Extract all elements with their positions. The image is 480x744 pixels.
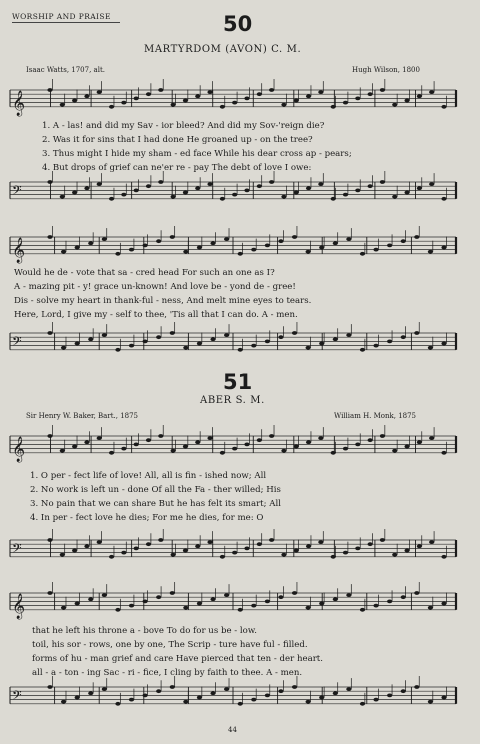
verse-line: Dis - solve my heart in thank-ful - ness, And melt mine eyes to tears. — [14, 296, 312, 306]
verse-line: 1. A - las! and did my Sav - ior bleed? And did my Sov-'reign die? — [42, 121, 325, 131]
words-credit-50: Isaac Watts, 1707, alt. — [26, 66, 105, 74]
section-title-rule — [12, 22, 120, 23]
page-number: 44 — [228, 726, 237, 734]
staff-bass-50-1 — [10, 171, 456, 201]
staff-treble-51-2 — [10, 582, 456, 619]
svg-text:𝄞: 𝄞 — [12, 90, 26, 116]
staff-bass-51-2 — [10, 676, 456, 706]
staff-treble-51-1 — [10, 425, 456, 462]
hymn-number-50: 50 — [223, 12, 253, 36]
verse-line: 1. O per - fect life of love! All, all is fin - ished now; All — [30, 471, 267, 481]
svg-text:𝄢: 𝄢 — [12, 687, 22, 706]
verse-line: forms of hu - man grief and care Have pierced that ten - der heart. — [32, 654, 323, 664]
verse-line: 3. No pain that we can share But he has felt its smart; All — [30, 499, 281, 509]
verse-line: 3. Thus might I hide my sham - ed face While his dear cross ap - pears; — [42, 149, 352, 159]
tune-title-50: MARTYRDOM (AVON) C. M. — [144, 44, 302, 55]
verse-line: 4. In per - fect love he dies; For me he dies, for me: O — [30, 513, 264, 523]
svg-text:𝄞: 𝄞 — [12, 237, 26, 263]
verse-line: that he left his throne a - bove To do for us be - low. — [32, 626, 257, 636]
verse-line: 2. Was it for sins that I had done He groaned up - on the tree? — [42, 135, 313, 145]
words-credit-51: Sir Henry W. Baker, Bart., 1875 — [26, 412, 139, 420]
svg-text:𝄞: 𝄞 — [12, 436, 26, 462]
svg-text:𝄢: 𝄢 — [12, 540, 22, 559]
staff-bass-50-2 — [10, 322, 456, 352]
verse-line: all - a - ton - ing Sac - ri - fice, I cling by faith to thee. A - men. — [32, 668, 303, 678]
verse-line: Here, Lord, I give my - self to thee, 'Tis all that I can do. A - men. — [14, 310, 298, 320]
verse-line: 4. But drops of grief can ne'er re - pay The debt of love I owe: — [42, 163, 312, 173]
music-credit-50: Hugh Wilson, 1800 — [352, 66, 420, 74]
svg-text:𝄞: 𝄞 — [12, 593, 26, 619]
section-title: WORSHIP AND PRAISE — [12, 12, 111, 21]
svg-text:𝄢: 𝄢 — [12, 333, 22, 352]
staff-bass-51-1 — [10, 529, 456, 559]
verse-line: toil, his sor - rows, one by one, The Scrip - ture have ful - filled. — [32, 640, 308, 650]
verse-line: 2. No work is left un - done Of all the Fa - ther willed; His — [30, 485, 281, 495]
staff-treble-50-2 — [10, 226, 456, 263]
verse-line: Would he de - vote that sa - cred head For such an one as I? — [14, 268, 275, 278]
tune-title-51: ABER S. M. — [200, 395, 265, 406]
verse-line: A - mazing pit - y! grace un-known! And love be - yond de - gree! — [14, 282, 296, 292]
staff-treble-50-1 — [10, 79, 456, 116]
music-credit-51: William H. Monk, 1875 — [334, 412, 417, 420]
hymn-number-51: 51 — [223, 370, 253, 394]
svg-text:𝄢: 𝄢 — [12, 182, 22, 201]
